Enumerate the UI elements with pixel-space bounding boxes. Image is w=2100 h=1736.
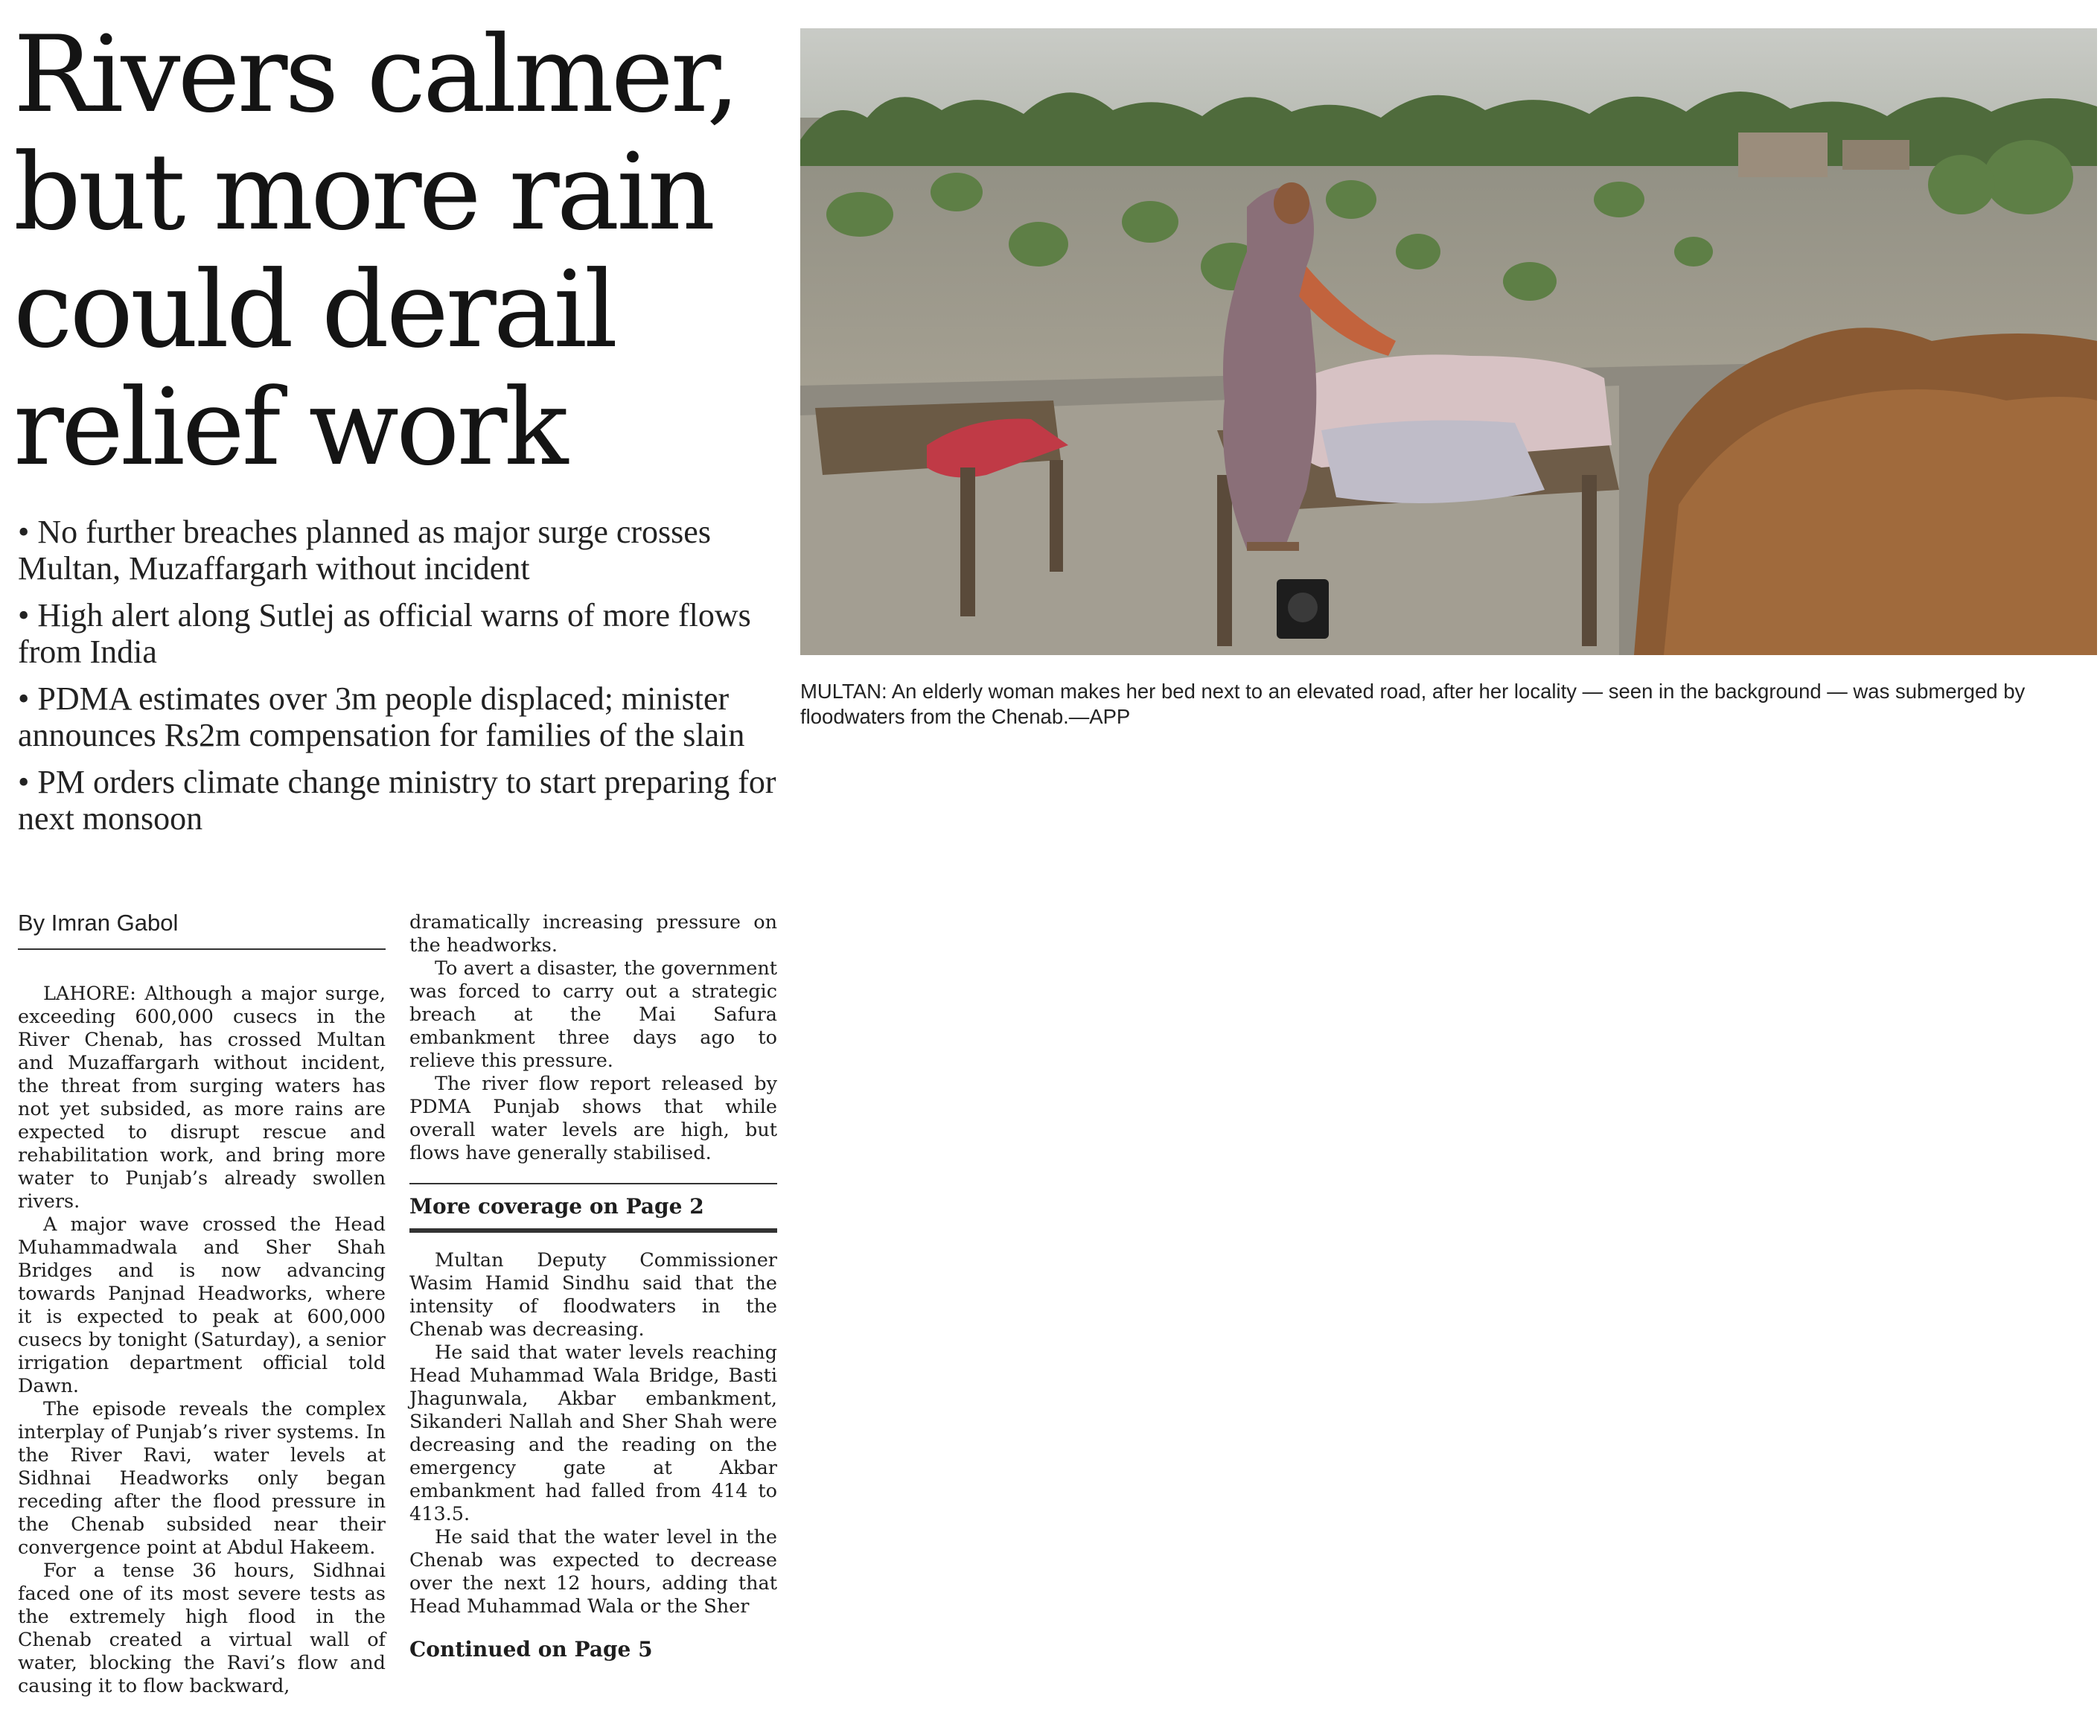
article-paragraph: He said that water levels reaching Head Muhammad Wala Bridge, Basti Jhagunwala, Akbar embankment, Sikanderi Nallah and Sher Shah were decreasing and the reading on the emergency gate at Akbar embankment had falled from 414 to 413.5. [409, 1341, 777, 1525]
highlight-item: • High alert along Sutlej as official warns of more flows from India [18, 597, 777, 670]
article-paragraph: dramatically increasing pressure on the headworks. [409, 911, 777, 957]
article-column-2 [409, 911, 777, 1661]
byline: By Imran Gabol [18, 910, 386, 950]
photo-caption: MULTAN: An elderly woman makes her bed next to an elevated road, after her locality — seen in the background — was submerged by floodwaters from the Chenab.—APP [800, 680, 2026, 728]
headline-line: but more rain [13, 131, 713, 254]
highlights-list [18, 514, 777, 847]
headline-line: Rivers calmer, [13, 13, 738, 136]
article-column-1 [18, 983, 386, 1698]
highlight-item: • No further breaches planned as major surge crosses Multan, Muzaffargarh without incident [18, 514, 777, 587]
article-paragraph: LAHORE: Although a major surge, exceeding 600,000 cusecs in the River Chenab, has crossed Multan and Muzaffargarh without incident, the threat from surging waters has not yet subsided, as more rains are expected to disrupt rescue and rehabilitation work, and bring more water to Punjab’s already swollen rivers. [18, 983, 386, 1213]
highlight-item: • PDMA estimates over 3m people displaced; minister announces Rs2m compensation for families of the slain [18, 680, 777, 753]
article-paragraph: Multan Deputy Commissioner Wasim Hamid Sindhu said that the intensity of floodwaters in the Chenab was decreasing. [409, 1249, 777, 1341]
article-paragraph: A major wave crossed the Head Muhammadwala and Sher Shah Bridges and is now advancing towards Panjnad Headworks, where it is expected to peak at 600,000 cusecs by tonight (Saturday), a senior irrigation department official told Dawn. [18, 1213, 386, 1397]
more-coverage-link[interactable]: More coverage on Page 2 [409, 1183, 777, 1233]
headline [13, 13, 780, 489]
article-paragraph: For a tense 36 hours, Sidhnai faced one of its most severe tests as the extremely high flood in the Chenab created a virtual wall of water, blocking the Ravi’s flow and causing it to flow backward, [18, 1560, 386, 1697]
highlight-item: • PM orders climate change ministry to start preparing for next monsoon [18, 764, 777, 837]
article-paragraph: The river flow report released by PDMA Punjab shows that while overall water levels are high, but flows have generally stabilised. [409, 1073, 777, 1164]
continued-link[interactable]: Continued on Page 5 [409, 1637, 653, 1662]
headline-line: could derail [13, 249, 616, 371]
headline-line: relief work [13, 366, 566, 489]
flood-photo [800, 28, 2097, 655]
article-paragraph: He said that the water level in the Chenab was expected to decrease over the next 12 hours, adding that Head Muhammad Wala or the Sher [409, 1526, 777, 1618]
article-paragraph: The episode reveals the complex interplay of Punjab’s river systems. In the River Ravi, water levels at Sidhnai Headworks only began receding after the flood pressure in the Chenab subsided near their convergence point at Abdul Hakeem. [18, 1398, 386, 1559]
article-paragraph: To avert a disaster, the government was forced to carry out a strategic breach at the Mai Safura embankment three days ago to relieve this pressure. [409, 957, 777, 1072]
